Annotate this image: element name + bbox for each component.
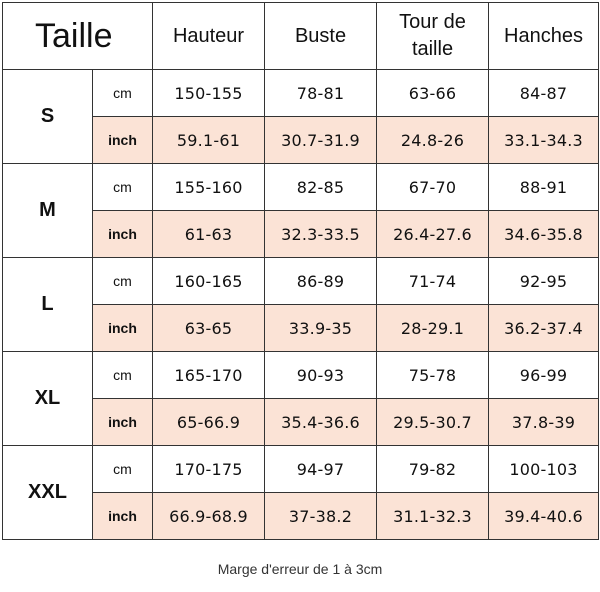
column-header: Hauteur — [153, 3, 265, 70]
header-row — [3, 3, 599, 70]
measurement-cell: 66.9-68.9 — [153, 493, 265, 540]
measurement-cell: 37-38.2 — [265, 493, 377, 540]
measurement-cell: 96-99 — [489, 352, 599, 399]
unit-label: cm — [93, 258, 153, 305]
measurement-cell: 32.3-33.5 — [265, 211, 377, 258]
measurement-cell: 24.8-26 — [377, 117, 489, 164]
measurement-cell: 94-97 — [265, 446, 377, 493]
measurement-cell: 28-29.1 — [377, 305, 489, 352]
error-margin-note: Marge d'erreur de 1 à 3cm — [217, 561, 383, 577]
size-label: M — [3, 164, 93, 258]
measurement-cell: 71-74 — [377, 258, 489, 305]
unit-label: inch — [93, 305, 153, 352]
measurement-cell: 34.6-35.8 — [489, 211, 599, 258]
unit-label: cm — [93, 352, 153, 399]
measurement-cell: 31.1-32.3 — [377, 493, 489, 540]
table-row — [3, 352, 599, 399]
column-header: Tour de taille — [377, 3, 489, 70]
unit-label: cm — [93, 164, 153, 211]
size-chart-table — [2, 2, 599, 540]
unit-label: inch — [93, 493, 153, 540]
measurement-cell: 82-85 — [265, 164, 377, 211]
unit-label: inch — [93, 211, 153, 258]
measurement-cell: 37.8-39 — [489, 399, 599, 446]
unit-label: inch — [93, 117, 153, 164]
unit-label: cm — [93, 70, 153, 117]
column-header: Hanches — [489, 3, 599, 70]
measurement-cell: 63-66 — [377, 70, 489, 117]
measurement-cell: 67-70 — [377, 164, 489, 211]
size-label: XXL — [3, 446, 93, 540]
table-row — [3, 70, 599, 117]
measurement-cell: 33.9-35 — [265, 305, 377, 352]
measurement-cell: 160-165 — [153, 258, 265, 305]
measurement-cell: 26.4-27.6 — [377, 211, 489, 258]
table-row — [3, 493, 599, 540]
measurement-cell: 36.2-37.4 — [489, 305, 599, 352]
measurement-cell: 35.4-36.6 — [265, 399, 377, 446]
size-label: S — [3, 70, 93, 164]
measurement-cell: 170-175 — [153, 446, 265, 493]
measurement-cell: 79-82 — [377, 446, 489, 493]
measurement-cell: 30.7-31.9 — [265, 117, 377, 164]
measurement-cell: 155-160 — [153, 164, 265, 211]
measurement-cell: 165-170 — [153, 352, 265, 399]
measurement-cell: 84-87 — [489, 70, 599, 117]
measurement-cell: 86-89 — [265, 258, 377, 305]
measurement-cell: 92-95 — [489, 258, 599, 305]
measurement-cell: 63-65 — [153, 305, 265, 352]
unit-label: inch — [93, 399, 153, 446]
measurement-cell: 39.4-40.6 — [489, 493, 599, 540]
measurement-cell: 29.5-30.7 — [377, 399, 489, 446]
measurement-cell: 33.1-34.3 — [489, 117, 599, 164]
measurement-cell: 61-63 — [153, 211, 265, 258]
measurement-cell: 150-155 — [153, 70, 265, 117]
measurement-cell: 75-78 — [377, 352, 489, 399]
measurement-cell: 90-93 — [265, 352, 377, 399]
table-body — [3, 70, 599, 540]
table-row — [3, 117, 599, 164]
table-row — [3, 305, 599, 352]
table-row — [3, 446, 599, 493]
measurement-cell: 88-91 — [489, 164, 599, 211]
measurement-cell: 59.1-61 — [153, 117, 265, 164]
table-row — [3, 258, 599, 305]
measurement-cell: 78-81 — [265, 70, 377, 117]
column-header: Buste — [265, 3, 377, 70]
size-label: XL — [3, 352, 93, 446]
measurement-cell: 65-66.9 — [153, 399, 265, 446]
unit-label: cm — [93, 446, 153, 493]
table-row — [3, 211, 599, 258]
table-title: Taille — [3, 3, 153, 70]
table-row — [3, 399, 599, 446]
measurement-cell: 100-103 — [489, 446, 599, 493]
table-row — [3, 164, 599, 211]
size-label: L — [3, 258, 93, 352]
